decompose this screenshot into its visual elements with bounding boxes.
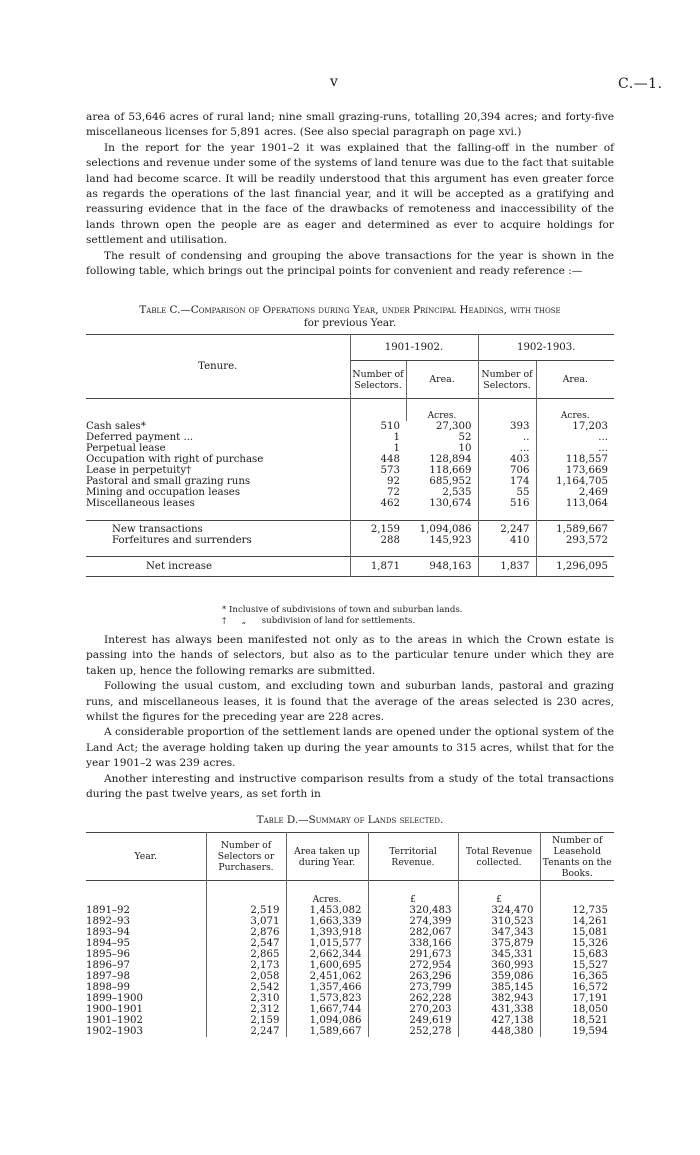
cell: 2,173 <box>206 960 286 971</box>
header-total-revenue: Total Revenue collected. <box>458 833 540 881</box>
cell: 1,094,086 <box>286 1015 368 1026</box>
cell: 948,163 <box>429 561 472 572</box>
table-row-year: 1895–96 <box>86 948 130 960</box>
cell: 573 <box>350 465 406 476</box>
table-row-label: Forfeitures and surrenders <box>112 535 252 546</box>
cell: 2,662,344 <box>286 949 368 960</box>
cell: 252,278 <box>368 1026 458 1037</box>
cell: 1,015,577 <box>286 938 368 949</box>
header-revenue: Territorial Revenue. <box>368 833 458 881</box>
cell: ... <box>536 443 614 454</box>
cell: 72 <box>350 487 406 498</box>
table-row-label: Mining and occupation leases <box>86 486 241 498</box>
cell: 448 <box>350 454 406 465</box>
table-row-label: Occupation with right of purchase <box>86 453 264 465</box>
cell: 52 <box>458 431 472 443</box>
header-selectors-2: Number of Selectors. <box>478 361 536 399</box>
cell: 15,326 <box>540 938 614 949</box>
cell: 270,203 <box>368 1004 458 1015</box>
cell: 1 <box>350 443 406 454</box>
header-tenants: Number of Leasehold Tenants on the Books. <box>540 833 614 881</box>
cell: 3,071 <box>206 916 286 927</box>
cell: 382,943 <box>458 993 540 1004</box>
cell: 113,064 <box>536 498 614 509</box>
header-area-2: Area. <box>536 361 614 399</box>
cell: 262,228 <box>368 993 458 1004</box>
cell: 359,086 <box>458 971 540 982</box>
cell: 324,470 <box>458 905 540 916</box>
table-row-label: New transactions <box>112 523 203 535</box>
table-row-year: 1897–98 <box>86 970 130 982</box>
cell: 282,067 <box>368 927 458 938</box>
table-row-year: 1898–99 <box>86 981 130 993</box>
cell: 403 <box>478 454 536 465</box>
cell: 291,673 <box>368 949 458 960</box>
cell: 338,166 <box>368 938 458 949</box>
cell: 145,923 <box>429 535 472 546</box>
header-tenure: Tenure. <box>198 361 238 372</box>
net-increase-label: Net increase <box>146 561 213 572</box>
cell: 19,594 <box>540 1026 614 1037</box>
cell: ... <box>536 432 614 443</box>
cell: 55 <box>478 487 536 498</box>
top-paragraphs <box>86 110 614 279</box>
cell: 174 <box>478 476 536 487</box>
cell: 273,799 <box>368 982 458 993</box>
cell: 2,535 <box>442 486 472 498</box>
cell: 118,557 <box>536 454 614 465</box>
cell: 427,138 <box>458 1015 540 1026</box>
cell: 1,589,667 <box>286 1026 368 1037</box>
cell: 462 <box>350 498 406 509</box>
table-row-label: Miscellaneous leases <box>86 497 195 509</box>
cell: 1,667,744 <box>286 1004 368 1015</box>
cell: 18,521 <box>540 1015 614 1026</box>
footnote <box>222 616 415 627</box>
cell: 18,050 <box>540 1004 614 1015</box>
table-c-caption-line1: Table C.—Comparison of Operations during Year, under Principal Headings, with those <box>139 304 561 316</box>
cell: 347,343 <box>458 927 540 938</box>
cell: 1,393,918 <box>286 927 368 938</box>
cell: 510 <box>350 421 406 432</box>
cell: 173,669 <box>536 465 614 476</box>
table-row-year: 1894–95 <box>86 937 130 949</box>
cell: 14,261 <box>540 916 614 927</box>
table-d-caption: Table D.—Summary of Lands selected. <box>256 814 444 826</box>
middle-paragraphs <box>86 633 614 802</box>
header-year-1901: 1901-1902. <box>350 335 478 361</box>
table-d <box>86 832 614 1037</box>
cell: 2,247 <box>478 521 536 535</box>
header-area-1: Area. <box>406 361 478 399</box>
table-row-label: Deferred payment ... <box>86 431 194 443</box>
cell: 310,523 <box>458 916 540 927</box>
cell: 2,547 <box>206 938 286 949</box>
table-row-label: Cash sales* <box>86 420 146 432</box>
cell: 92 <box>350 476 406 487</box>
cell: 2,159 <box>350 521 406 535</box>
cell: 2,865 <box>206 949 286 960</box>
paragraph: Interest has always been manifested not only as to the areas in which the Crown estate is passing into the hands of selectors, but also as to the particular tenure under which they are taken up, hence the following remarks are submitted. <box>86 634 614 677</box>
cell: 1,600,695 <box>286 960 368 971</box>
footnote-mark: † <box>222 616 227 626</box>
paragraph: The result of condensing and grouping the above transactions for the year is shown in the following table, which brings out the principal points for convenient and ready reference :— <box>86 249 614 278</box>
units-acres: Acres. <box>286 881 368 905</box>
cell: 1,871 <box>350 557 406 577</box>
cell: 2,247 <box>206 1026 286 1037</box>
table-row-year: 1901–1902 <box>86 1014 143 1026</box>
cell: 293,572 <box>536 535 614 547</box>
cell: 10 <box>458 442 472 454</box>
units-pound: £ <box>458 881 540 905</box>
footnote-text: subdivision of land for settlements. <box>261 616 416 626</box>
cell: 1,453,082 <box>286 905 368 916</box>
document-reference: C.—1. <box>618 76 663 92</box>
cell: 516 <box>478 498 536 509</box>
paragraph: Another interesting and instructive comparison results from a study of the total transactions during the past twelve years, as set forth in <box>86 772 614 801</box>
cell: 706 <box>478 465 536 476</box>
cell: 15,527 <box>540 960 614 971</box>
cell: 2,542 <box>206 982 286 993</box>
cell: 15,683 <box>540 949 614 960</box>
header-selectors-1: Number of Selectors. <box>350 361 406 399</box>
table-row-year: 1899–1900 <box>86 992 143 1004</box>
cell: 385,145 <box>458 982 540 993</box>
cell: 1,357,466 <box>286 982 368 993</box>
cell: 17,203 <box>536 421 614 432</box>
ditto-mark: „ <box>241 616 247 626</box>
cell: 17,191 <box>540 993 614 1004</box>
table-c-caption <box>86 304 614 330</box>
cell: 2,312 <box>206 1004 286 1015</box>
units-acres-1: Acres. <box>406 399 478 421</box>
paragraph: In the report for the year 1901–2 it was explained that the falling-off in the number of selections and revenue under some of the systems of land tenure was due to the fact that suitable land had become scarce. It will be readily understood that this argument has even greater force as regards the operations of the last financial year, and it will be accepted as a gratifying and reassuring evidence that in the face of the drawbacks of remoteness and inaccessibility of the lands thrown open the people are as eager and determined as ever to acquire holdings for settlement and utilisation. <box>86 141 614 247</box>
paragraph: Following the usual custom, and excluding town and suburban lands, pastoral and grazing runs, and miscellaneous leases, it is found that the average of the areas selected is 230 acres, whilst the figures for the preceding year are 228 acres. <box>86 680 614 724</box>
cell: 360,993 <box>458 960 540 971</box>
cell: 274,399 <box>368 916 458 927</box>
cell: 1,296,095 <box>536 557 614 577</box>
cell: 2,469 <box>536 487 614 498</box>
cell: 320,483 <box>368 905 458 916</box>
cell: 375,879 <box>458 938 540 949</box>
cell: 130,674 <box>429 497 472 509</box>
cell: 345,331 <box>458 949 540 960</box>
cell: 393 <box>478 421 536 432</box>
cell: 272,954 <box>368 960 458 971</box>
paragraph: area of 53,646 acres of rural land; nine small grazing-runs, totalling 20,394 acres; and forty-five miscellaneous licenses for 5,891 acres. (See also special paragraph on page xvi.) <box>86 111 614 139</box>
cell: 2,451,062 <box>286 971 368 982</box>
cell: 16,572 <box>540 982 614 993</box>
cell: ... <box>478 443 536 454</box>
page-number: v <box>330 74 338 90</box>
cell: 1,164,705 <box>536 476 614 487</box>
table-row-label: Perpetual lease <box>86 442 166 454</box>
cell: 1 <box>350 432 406 443</box>
cell: 12,735 <box>540 905 614 916</box>
paragraph: A considerable proportion of the settlement lands are opened under the optional system of the Land Act; the average holding taken up during the year amounts to 315 acres, whilst that for the year 1901–2 was 239 acres. <box>86 726 614 770</box>
footnote: * Inclusive of subdivisions of town and suburban lands. <box>222 605 463 615</box>
cell: 249,619 <box>368 1015 458 1026</box>
cell: 2,310 <box>206 993 286 1004</box>
table-row-year: 1896–97 <box>86 959 130 971</box>
units-pound: £ <box>368 881 458 905</box>
cell: 1,589,667 <box>536 521 614 535</box>
cell: 448,380 <box>458 1026 540 1037</box>
table-c <box>86 334 614 578</box>
header-selectors: Number of Selectors or Purchasers. <box>206 833 286 881</box>
cell: 263,296 <box>368 971 458 982</box>
table-row-year: 1902–1903 <box>86 1025 143 1037</box>
table-row-year: 1893–94 <box>86 926 130 938</box>
cell: 27,300 <box>435 420 472 432</box>
table-row-label: Pastoral and small grazing runs <box>86 475 251 487</box>
cell: 2,058 <box>206 971 286 982</box>
cell: 118,669 <box>429 464 472 476</box>
table-row-label: Lease in perpetuity† <box>86 464 192 476</box>
table-c-caption-line2: for previous Year. <box>303 317 397 329</box>
header-year: Year. <box>134 851 157 862</box>
cell: 410 <box>478 535 536 547</box>
cell: 2,159 <box>206 1015 286 1026</box>
cell: 1,663,339 <box>286 916 368 927</box>
cell: 2,519 <box>206 905 286 916</box>
cell: 15,081 <box>540 927 614 938</box>
cell: 685,952 <box>429 475 472 487</box>
cell: 2,876 <box>206 927 286 938</box>
units-acres-2: Acres. <box>536 399 614 421</box>
cell: 16,365 <box>540 971 614 982</box>
cell: 288 <box>350 535 406 547</box>
cell: 1,094,086 <box>419 523 472 535</box>
cell: 431,338 <box>458 1004 540 1015</box>
table-row-year: 1891–92 <box>86 904 130 916</box>
cell: 1,837 <box>478 557 536 577</box>
header-year-1902: 1902-1903. <box>478 335 614 361</box>
table-row-year: 1900–1901 <box>86 1003 143 1015</box>
cell: 128,894 <box>429 453 472 465</box>
cell: 1,573,823 <box>286 993 368 1004</box>
header-area: Area taken up during Year. <box>286 833 368 881</box>
table-row-year: 1892–93 <box>86 915 130 927</box>
cell: .. <box>478 432 536 443</box>
